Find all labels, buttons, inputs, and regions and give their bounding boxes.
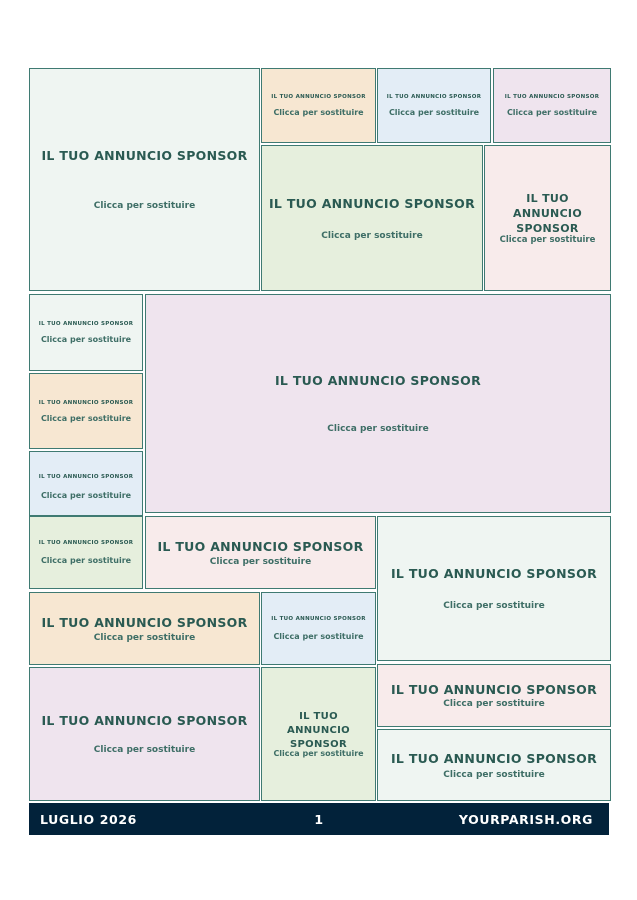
ad-cta: Clicca per sostituire: [93, 632, 196, 643]
sponsor-ad-narrow-1[interactable]: [484, 145, 611, 291]
ad-headline: IL TUO ANNUNCIO SPONSOR: [386, 94, 482, 100]
ad-cta: Clicca per sostituire: [93, 201, 196, 211]
sponsor-ad-small-1[interactable]: [261, 68, 376, 143]
sponsor-ad-small-4[interactable]: [29, 294, 143, 371]
ad-cta: Clicca per sostituire: [40, 335, 132, 344]
ad-headline: IL TUO ANNUNCIO SPONSOR: [41, 148, 248, 163]
ad-headline: IL TUO ANNUNCIO SPONSOR: [390, 750, 598, 766]
ad-cta: Clicca per sostituire: [506, 108, 598, 117]
ad-headline: IL TUO ANNUNCIO SPONSOR: [38, 399, 134, 406]
sponsor-ad-wide-3[interactable]: [377, 664, 611, 727]
ad-cta: Clicca per sostituire: [40, 490, 132, 500]
ad-headline: IL TUO ANNUNCIO SPONSOR: [287, 711, 350, 750]
sponsor-ad-large-1[interactable]: [29, 68, 260, 291]
ad-headline: IL TUO ANNUNCIO SPONSOR: [390, 682, 598, 697]
ad-cta: Clicca per sostituire: [40, 556, 132, 565]
ad-headline: IL TUO ANNUNCIO SPONSOR: [271, 616, 366, 622]
sponsor-ad-feature[interactable]: [145, 294, 611, 513]
sponsor-ad-medium-3[interactable]: [29, 667, 260, 801]
ad-cta: Clicca per sostituire: [388, 108, 480, 117]
ad-headline: IL TUO ANNUNCIO SPONSOR: [390, 566, 598, 581]
ad-headline: IL TUO ANNUNCIO SPONSOR: [268, 195, 476, 211]
ad-headline: IL TUO ANNUNCIO SPONSOR: [274, 373, 482, 388]
sponsor-ad-small-2[interactable]: [377, 68, 491, 143]
ad-headline: IL TUO ANNUNCIO SPONSOR: [38, 473, 134, 480]
ad-cta: Clicca per sostituire: [499, 235, 596, 245]
ad-cta: Clicca per sostituire: [321, 230, 423, 241]
ad-headline: IL TUO ANNUNCIO SPONSOR: [157, 538, 364, 554]
ad-headline: IL TUO ANNUNCIO SPONSOR: [41, 614, 248, 630]
sponsor-ad-wide-1[interactable]: [145, 516, 376, 589]
footer-date: LUGLIO 2026: [40, 811, 137, 827]
ad-headline: IL TUO ANNUNCIO SPONSOR: [271, 94, 366, 100]
footer-page-number: 1: [314, 811, 324, 827]
ad-cta: Clicca per sostituire: [40, 413, 132, 423]
sponsor-ad-narrow-2[interactable]: [261, 667, 376, 801]
ad-headline: IL TUO ANNUNCIO SPONSOR: [513, 192, 582, 235]
ad-cta: Clicca per sostituire: [443, 601, 545, 611]
page-footer: [29, 803, 609, 835]
footer-website[interactable]: YOURPARISH.ORG: [458, 811, 593, 827]
sponsor-ad-small-8[interactable]: [261, 592, 376, 665]
ad-cta: Clicca per sostituire: [273, 108, 364, 117]
ad-cta: Clicca per sostituire: [209, 556, 312, 567]
ad-headline: IL TUO ANNUNCIO SPONSOR: [504, 94, 600, 100]
ad-cta: Clicca per sostituire: [327, 424, 429, 434]
sponsor-ad-medium-2[interactable]: [377, 516, 611, 661]
ad-headline: IL TUO ANNUNCIO SPONSOR: [41, 713, 248, 728]
sponsor-ad-small-5[interactable]: [29, 373, 143, 449]
ad-cta: Clicca per sostituire: [443, 699, 545, 709]
sponsor-ad-wide-4[interactable]: [377, 729, 611, 801]
sponsor-ad-small-7[interactable]: [29, 516, 143, 589]
ad-cta: Clicca per sostituire: [273, 632, 364, 641]
sponsor-ad-wide-2[interactable]: [29, 592, 260, 665]
ad-headline: IL TUO ANNUNCIO SPONSOR: [38, 540, 134, 546]
ad-cta: Clicca per sostituire: [273, 749, 364, 758]
ad-headline: IL TUO ANNUNCIO SPONSOR: [38, 321, 134, 327]
ad-cta: Clicca per sostituire: [93, 745, 196, 755]
sponsor-ad-small-6[interactable]: [29, 451, 143, 516]
sponsor-ad-medium-1[interactable]: [261, 145, 483, 291]
sponsor-ad-small-3[interactable]: [493, 68, 611, 143]
ad-cta: Clicca per sostituire: [443, 769, 545, 780]
